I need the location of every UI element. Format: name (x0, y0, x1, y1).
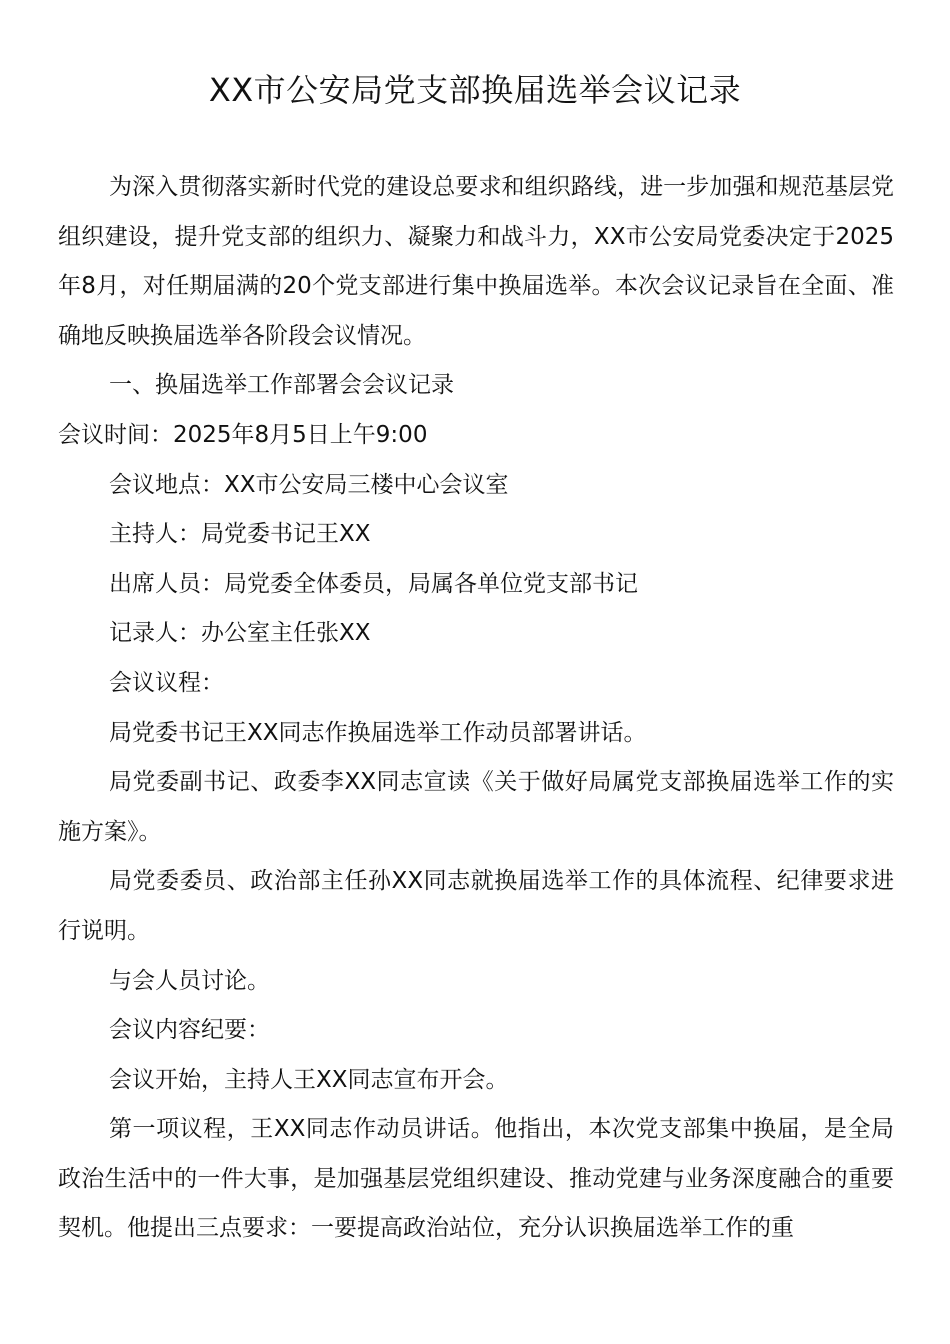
document-title: XX市公安局党支部换届选举会议记录 (208, 71, 742, 109)
document-body (58, 163, 894, 1254)
agenda-item: 局党委副书记、政委李XX同志宣读《关于做好局属党支部换届选举工作的实施方案》。 (58, 769, 894, 845)
agenda-heading: 会议议程： (109, 669, 224, 696)
meeting-time: 会议时间：2025年8月5日上午9:00 (58, 421, 428, 448)
intro-paragraph: 为深入贯彻落实新时代党的建设总要求和组织路线，进一步加强和规范基层党组织建设，提升党支部的组织力、凝聚力和战斗力，XX市公安局党委决定于2025年8月，对任期届满的20个党支部进行集中换届选举。本次会议记录旨在全面、准确地反映换届选举各阶段会议情况。 (58, 174, 894, 349)
meeting-location: 会议地点：XX市公安局三楼中心会议室 (109, 471, 509, 498)
meeting-host: 主持人：局党委书记王XX (109, 521, 371, 548)
meeting-recorder: 记录人：办公室主任张XX (109, 620, 371, 647)
agenda-item: 局党委委员、政治部主任孙XX同志就换届选举工作的具体流程、纪律要求进行说明。 (58, 868, 894, 944)
section-heading: 一、换届选举工作部署会会议记录 (109, 372, 454, 399)
agenda-item: 与会人员讨论。 (109, 967, 270, 994)
minutes-paragraph: 第一项议程，王XX同志作动员讲话。他指出，本次党支部集中换届，是全局政治生活中的一件大事，是加强基层党组织建设、推动党建与业务深度融合的重要契机。他提出三点要求：一要提高政治站位，充分认识换届选举工作的重 (58, 1116, 894, 1242)
meeting-attendees: 出席人员：局党委全体委员，局属各单位党支部书记 (109, 570, 638, 597)
agenda-item: 局党委书记王XX同志作换届选举工作动员部署讲话。 (109, 719, 647, 746)
minutes-paragraph: 会议开始，主持人王XX同志宣布开会。 (109, 1066, 509, 1093)
minutes-heading: 会议内容纪要： (109, 1017, 270, 1044)
